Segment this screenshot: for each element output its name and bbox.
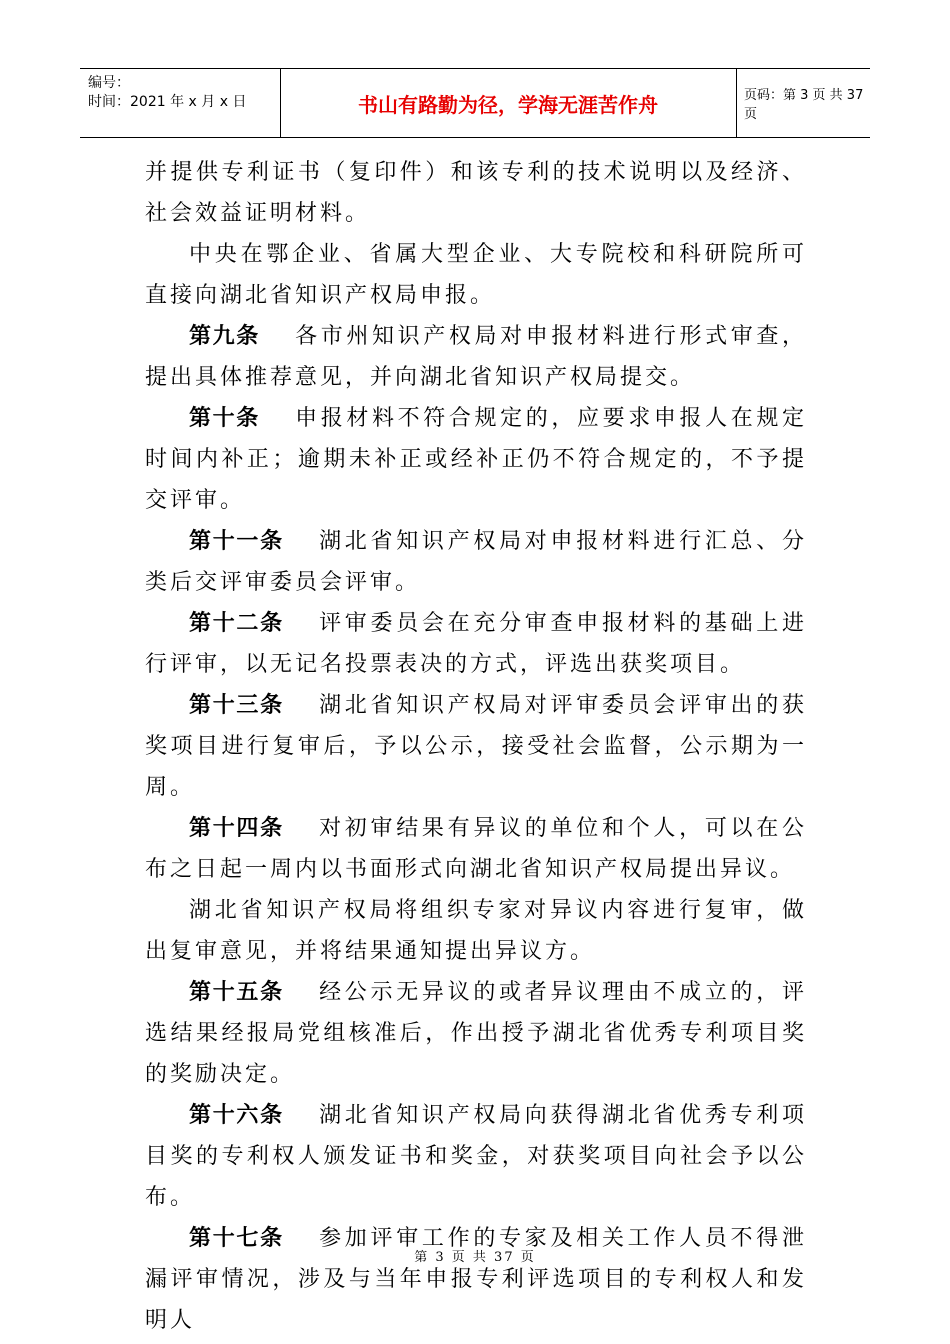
time-label: 时间：2021 年 x 月 x 日 [88, 94, 247, 110]
article-number: 第九条 [189, 324, 260, 349]
header-motto: 书山有路勤为径，学海无涯苦作舟 [280, 69, 737, 137]
paragraph [145, 603, 807, 685]
paragraph [145, 316, 807, 398]
article-number: 第十三条 [189, 693, 284, 718]
header-meta-cell [80, 69, 281, 137]
paragraph-text: 各市州知识产权局对申报材料进行形式审查，提出具体推荐意见，并向湖北省知识产权局提交。 [145, 324, 807, 390]
page-header [80, 68, 870, 138]
article-number: 第十四条 [189, 816, 284, 841]
header-page-code: 页码：第 3 页 共 37 页 [744, 88, 864, 122]
paragraph [145, 234, 807, 316]
article-number: 第十二条 [189, 611, 284, 636]
paragraph-text: 参加评审工作的专家及相关工作人员不得泄漏评审情况，涉及与当年申报专利评选项目的专利权人和发明人 [145, 1226, 807, 1333]
paragraph-text: 对初审结果有异议的单位和个人，可以在公布之日起一周内以书面形式向湖北省知识产权局提出异议。 [145, 816, 807, 882]
paragraph-text: 申报材料不符合规定的，应要求申报人在规定时间内补正；逾期未补正或经补正仍不符合规定的，不予提交评审。 [145, 406, 807, 513]
article-number: 第十六条 [189, 1103, 284, 1128]
paragraph-text: 评审委员会在充分审查申报材料的基础上进行评审，以无记名投票表决的方式，评选出获奖项目。 [145, 611, 807, 677]
paragraph [145, 972, 807, 1095]
paragraph-text: 经公示无异议的或者异议理由不成立的，评选结果经报局党组核准后，作出授予湖北省优秀专利项目奖的奖励决定。 [145, 980, 807, 1087]
paragraph-text: 并提供专利证书（复印件）和该专利的技术说明以及经济、社会效益证明材料。 [145, 160, 807, 226]
paragraph-text: 湖北省知识产权局将组织专家对异议内容进行复审，做出复审意见，并将结果通知提出异议方。 [145, 898, 807, 964]
paragraph [145, 398, 807, 521]
paragraph-text: 湖北省知识产权局向获得湖北省优秀专利项目奖的专利权人颁发证书和奖金，对获奖项目向社会予以公布。 [145, 1103, 807, 1210]
article-number: 第十一条 [189, 529, 284, 554]
document-body [145, 152, 807, 1341]
article-number: 第十五条 [189, 980, 284, 1005]
paragraph-text: 湖北省知识产权局对申报材料进行汇总、分类后交评审委员会评审。 [145, 529, 807, 595]
paragraph-text: 湖北省知识产权局对评审委员会评审出的获奖项目进行复审后，予以公示，接受社会监督，公示期为一周。 [145, 693, 807, 800]
paragraph-text: 中央在鄂企业、省属大型企业、大专院校和科研院所可直接向湖北省知识产权局申报。 [145, 242, 807, 308]
paragraph [145, 1095, 807, 1218]
paragraph [145, 890, 807, 972]
paragraph [145, 808, 807, 890]
article-number: 第十条 [189, 406, 260, 431]
page-footer: 第 3 页 共 37 页 [414, 1250, 536, 1265]
article-number: 第十七条 [189, 1226, 284, 1251]
paragraph [145, 521, 807, 603]
number-label: 编号： [88, 75, 130, 91]
paragraph [145, 685, 807, 808]
paragraph [145, 1218, 807, 1341]
paragraph [145, 152, 807, 234]
